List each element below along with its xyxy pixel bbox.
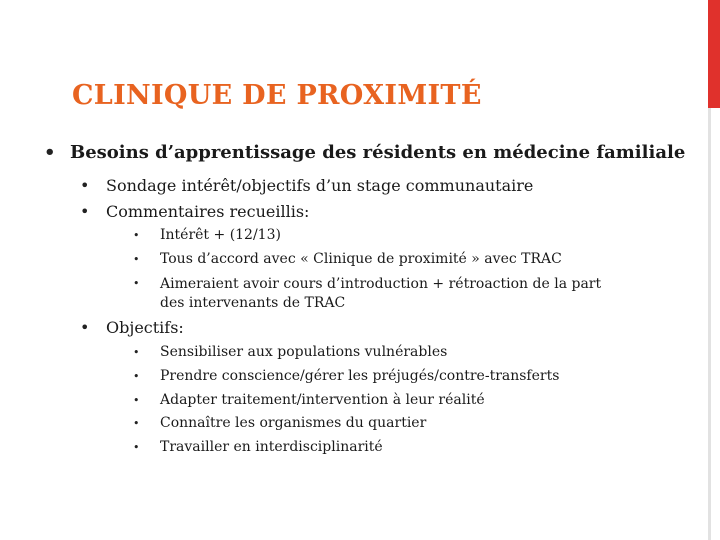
bullet-text: Sondage intérêt/objectifs d’un stage communautaire [106, 176, 534, 195]
bullet-text: Prendre conscience/gérer les préjugés/contre-transferts [160, 368, 560, 384]
bullet-level3 [133, 368, 559, 386]
bullet-text: Tous d’accord avec « Clinique de proximité » avec TRAC [160, 251, 562, 267]
bullet-dot-icon: • [133, 346, 140, 359]
bullet-level2 [80, 202, 309, 221]
bullet-level3 [133, 227, 281, 245]
bullet-dot-icon: • [80, 202, 90, 221]
bullet-level3 [133, 275, 610, 313]
bullet-level3 [133, 251, 562, 269]
bullet-text: Adapter traitement/intervention à leur réalité [160, 392, 485, 408]
bullet-level2 [80, 176, 533, 195]
bullet-level1 [44, 142, 685, 163]
bullet-text: Intérêt + (12/13) [160, 227, 281, 243]
bullet-dot-icon: • [133, 253, 140, 266]
bullet-dot-icon: • [133, 417, 140, 430]
bullet-dot-icon: • [133, 370, 140, 383]
accent-rule [708, 108, 711, 540]
bullet-text: Connaître les organismes du quartier [160, 415, 427, 431]
bullet-text: Besoins d’apprentissage des résidents en médecine familiale [70, 142, 686, 163]
bullet-dot-icon: • [133, 229, 140, 242]
bullet-dot-icon: • [133, 277, 140, 290]
bullet-level3 [133, 392, 485, 410]
bullet-dot-icon: • [80, 318, 90, 337]
bullet-text: Sensibiliser aux populations vulnérables [160, 344, 448, 360]
bullet-level3 [133, 415, 426, 433]
bullet-dot-icon: • [44, 142, 56, 163]
bullet-text: Aimeraient avoir cours d’introduction + rétroaction de la part des intervenants de TRAC [160, 276, 602, 311]
bullet-dot-icon: • [133, 441, 140, 454]
bullet-text: Commentaires recueillis: [106, 202, 310, 221]
bullet-level2 [80, 318, 184, 337]
bullet-text: Objectifs: [106, 318, 184, 337]
bullet-dot-icon: • [80, 176, 90, 195]
bullet-text: Travailler en interdisciplinarité [160, 439, 383, 455]
slide-title: CLINIQUE DE PROXIMITÉ [72, 80, 482, 111]
bullet-dot-icon: • [133, 394, 140, 407]
bullet-level3 [133, 344, 447, 362]
accent-bar [708, 0, 720, 108]
bullet-level3 [133, 439, 383, 457]
